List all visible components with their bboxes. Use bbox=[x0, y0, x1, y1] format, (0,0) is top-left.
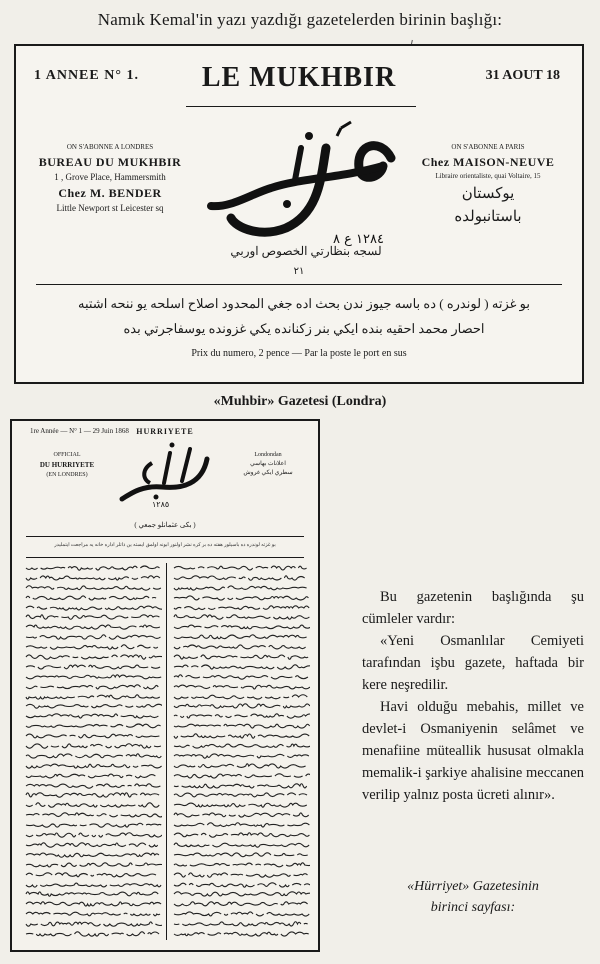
muhbir-london-office bbox=[30, 142, 190, 216]
muhbir-paris-office bbox=[408, 142, 568, 228]
script-line bbox=[172, 929, 310, 939]
script-line bbox=[172, 632, 310, 642]
hurriyet-right-block bbox=[228, 451, 308, 478]
muhbir-price: Prix du numero, 2 pence — Par la poste le port en sus bbox=[191, 348, 407, 359]
script-line bbox=[172, 761, 310, 771]
london-office-address: 1 , Grove Place, Hammersmith bbox=[54, 171, 166, 182]
script-line bbox=[172, 711, 310, 721]
script-line bbox=[172, 573, 310, 583]
script-line bbox=[172, 593, 310, 603]
muhbir-notice-line-1: بو غزته ( لوندره ) ده باسه جيوز ندن بحث اده جغي المحدود اصلاح اسلحه يو ننحه اشتبه bbox=[77, 296, 531, 311]
script-line bbox=[24, 860, 162, 870]
script-line bbox=[24, 682, 162, 692]
script-line bbox=[24, 593, 162, 603]
script-line bbox=[172, 771, 310, 781]
hurriyet-title-latin: HURRIYETE bbox=[136, 427, 194, 436]
script-line bbox=[172, 583, 310, 593]
explanation-quote-1: «Yeni Osmanlılar Cemiyeti tarafından işbu gazete, haftada bir kere neşredilir. bbox=[362, 633, 584, 693]
hurriyet-issue-info: 1re Année — N° 1 — 29 Juin 1868 bbox=[30, 427, 129, 435]
script-line bbox=[24, 652, 162, 662]
script-line bbox=[172, 840, 310, 850]
script-line bbox=[172, 810, 310, 820]
hurriyet-left-block bbox=[32, 451, 102, 480]
hurriyet-rule-1 bbox=[26, 536, 304, 537]
script-line bbox=[172, 800, 310, 810]
paris-office-heading: ON S'ABONNE A PARIS bbox=[451, 143, 525, 151]
hurriyet-text-column-left bbox=[24, 563, 162, 940]
script-line bbox=[24, 701, 162, 711]
script-line bbox=[24, 810, 162, 820]
script-line bbox=[172, 880, 310, 890]
paris-office-name: Chez MAISON-NEUVE bbox=[421, 154, 555, 169]
script-line bbox=[24, 889, 162, 899]
script-line bbox=[172, 731, 310, 741]
london-office-street: Little Newport st Leicester sq bbox=[56, 203, 164, 213]
script-line bbox=[24, 781, 162, 791]
explanation-quote-2: Havi olduğu mebahis, millet ve devlet-i Osmaniyenin selâmet ve menafiine müteallik hususat olmakla memalik-i şarkiye ahalisine meccanen verilip yalnız posta ücreti alınır». bbox=[362, 699, 584, 803]
muhbir-title: LE MUKHBIR bbox=[201, 62, 397, 93]
script-line bbox=[24, 672, 162, 682]
script-line bbox=[24, 603, 162, 613]
script-line bbox=[172, 721, 310, 731]
london-office-contact: Chez M. BENDER bbox=[58, 186, 162, 200]
hurriyet-caption-line-2: birinci sayfası: bbox=[430, 900, 516, 915]
script-line bbox=[172, 612, 310, 622]
script-line bbox=[172, 622, 310, 632]
muhbir-title-rule bbox=[186, 106, 416, 107]
script-line bbox=[172, 870, 310, 880]
script-line bbox=[24, 880, 162, 890]
script-line bbox=[172, 860, 310, 870]
hurriyet-subtitle: ( بكى عثمانلو جمعي ) bbox=[134, 521, 196, 529]
script-line bbox=[172, 919, 310, 929]
script-line bbox=[24, 899, 162, 909]
muhbir-divider bbox=[36, 284, 562, 285]
script-line bbox=[172, 790, 310, 800]
script-line bbox=[172, 820, 310, 830]
hurriyet-caption bbox=[362, 876, 584, 918]
script-line bbox=[24, 711, 162, 721]
script-line bbox=[172, 682, 310, 692]
script-line bbox=[172, 672, 310, 682]
script-line bbox=[24, 929, 162, 939]
page-caption-top: Namık Kemal'in yazı yazdığı gazetelerden birinin başlığı: bbox=[97, 10, 503, 29]
script-line bbox=[24, 583, 162, 593]
script-line bbox=[172, 850, 310, 860]
explanation-text bbox=[362, 586, 584, 806]
script-line bbox=[24, 919, 162, 929]
script-line bbox=[24, 612, 162, 622]
script-line bbox=[172, 642, 310, 652]
script-line bbox=[24, 909, 162, 919]
hurriyet-caption-line-1: «Hürriyet» Gazetesinin bbox=[407, 879, 539, 894]
hurriyet-hijri-year: ١٢٨٥ bbox=[152, 500, 170, 509]
script-line bbox=[24, 692, 162, 702]
script-line bbox=[24, 662, 162, 672]
script-line bbox=[172, 909, 310, 919]
script-line bbox=[24, 820, 162, 830]
script-line bbox=[24, 642, 162, 652]
script-line bbox=[24, 840, 162, 850]
script-line bbox=[24, 741, 162, 751]
hurriyet-left-line-3: (EN LONDRES) bbox=[46, 471, 88, 478]
muhbir-subtitle-arabic: لسجه بنظارتي الخصوص اوربي bbox=[230, 244, 382, 258]
hurriyet-calligraphy-logo bbox=[112, 439, 222, 509]
muhbir-caption: «Muhbir» Gazetesi (Londra) bbox=[213, 394, 387, 409]
script-line bbox=[24, 870, 162, 880]
script-line bbox=[24, 563, 162, 573]
muhbir-notice-line-2: احصار محمد احقيه بنده ايكي بنر زكنانده يكي غزونده يوسفاجرتي بده bbox=[123, 321, 485, 336]
hurriyet-right-line-3: سطري ايكي غروش bbox=[243, 470, 293, 476]
london-office-name: BUREAU DU MUKHBIR bbox=[38, 154, 182, 169]
hurriyet-notice: بو غزته لوندره ده باسيلور هفته ده بر کره نشر اولنور ابونه اولمق ايسته ين ذاتلر اداره خانه يه مراجعت ايتمليدر bbox=[54, 543, 276, 548]
explanation-paragraph-1: Bu gazetenin başlığında şu cümleler vardır: bbox=[362, 589, 584, 627]
script-line bbox=[172, 781, 310, 791]
hurriyet-right-line-2: اعلانات بهاسي bbox=[250, 461, 286, 467]
muhbir-calligraphy-logo bbox=[191, 118, 426, 248]
muhbir-number: ٢١ bbox=[293, 266, 305, 277]
script-line bbox=[172, 751, 310, 761]
hurriyet-text-column-right bbox=[172, 563, 310, 940]
london-office-heading: ON S'ABONNE A LONDRES bbox=[66, 143, 154, 151]
script-line bbox=[172, 662, 310, 672]
script-line bbox=[24, 850, 162, 860]
muhbir-hijri-date: ١٢٨٤ ع ٨ bbox=[333, 232, 384, 247]
script-line bbox=[24, 632, 162, 642]
script-line bbox=[24, 771, 162, 781]
muhbir-date: 31 AOUT 18 bbox=[485, 68, 560, 83]
script-line bbox=[24, 573, 162, 583]
script-line bbox=[172, 889, 310, 899]
muhbir-issue: 1 ANNEE N° 1. bbox=[34, 68, 139, 83]
script-line bbox=[172, 652, 310, 662]
script-line bbox=[172, 563, 310, 573]
script-line bbox=[24, 800, 162, 810]
script-line bbox=[172, 830, 310, 840]
script-line bbox=[172, 741, 310, 751]
script-line bbox=[172, 692, 310, 702]
script-line bbox=[172, 899, 310, 909]
script-line bbox=[24, 731, 162, 741]
hurriyet-left-line-2: DU HURRIYETE bbox=[39, 461, 95, 469]
script-line bbox=[24, 790, 162, 800]
hurriyet-rule-2 bbox=[26, 557, 304, 558]
script-line bbox=[24, 721, 162, 731]
paris-office-address: Libraire orientaliste, quai Voltaire, 15 bbox=[435, 171, 541, 180]
script-line bbox=[172, 603, 310, 613]
script-line bbox=[24, 830, 162, 840]
hurriyet-front-page bbox=[10, 419, 320, 952]
hurriyet-left-line-1: OFFICIAL bbox=[53, 452, 81, 458]
hurriyet-right-line-1: Londondan bbox=[254, 452, 282, 458]
script-line bbox=[172, 701, 310, 711]
script-line bbox=[24, 622, 162, 632]
script-line bbox=[24, 751, 162, 761]
hurriyet-column-divider bbox=[166, 563, 167, 940]
paris-office-arabic-2: باستانبولده bbox=[454, 208, 522, 225]
muhbir-masthead bbox=[14, 44, 584, 384]
paris-office-arabic-1: يوكستان bbox=[461, 186, 515, 202]
script-line bbox=[24, 761, 162, 771]
